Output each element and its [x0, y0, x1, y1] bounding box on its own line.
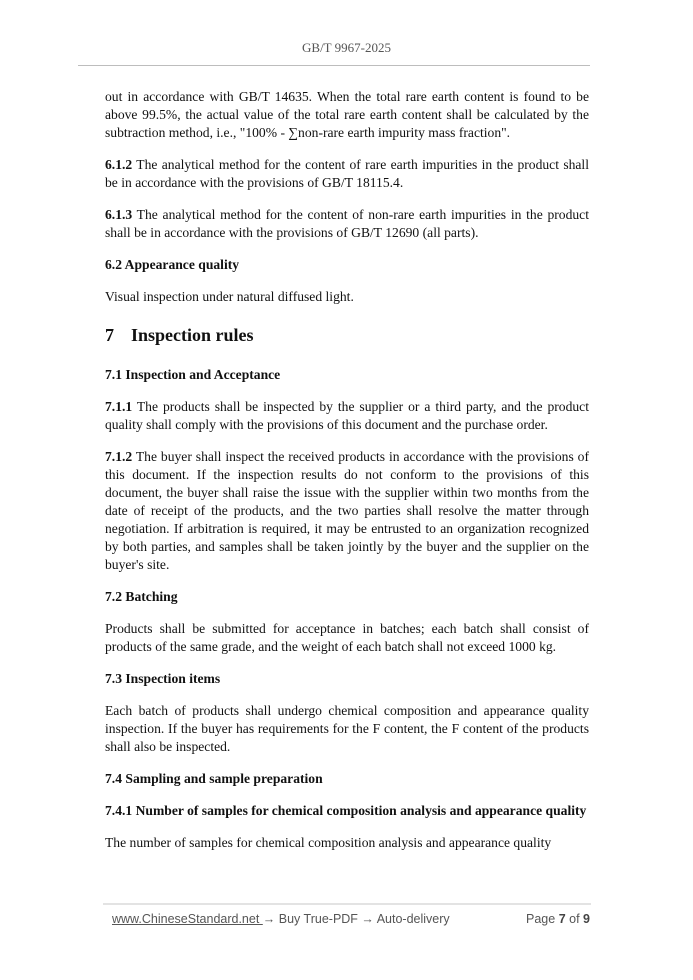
section-number: 7 — [105, 325, 114, 345]
clause-6-1-3 — [105, 206, 589, 242]
paragraph-7-3: Each batch of products shall undergo chemical composition and appearance quality inspection. If the buyer has requirements for the F content, the F content of the products shall also be inspected. — [105, 703, 589, 754]
page-indicator — [526, 912, 590, 926]
paragraph-7-4-1: The number of samples for chemical composition analysis and appearance quality — [105, 835, 552, 850]
heading-6-2: 6.2 Appearance quality — [105, 257, 240, 272]
clause-text: The analytical method for the content of rare earth impurities in the product shall be in accordance with the provisions of GB/T 18115.4. — [105, 157, 589, 190]
document-body — [105, 88, 589, 866]
clause-7-1-1 — [105, 398, 589, 434]
page-current: 7 — [558, 912, 566, 926]
section-title: Inspection rules — [131, 325, 254, 345]
footer-divider — [103, 903, 591, 905]
clause-number: 6.1.2 — [105, 157, 133, 172]
footer-trail: → Buy True-PDF → Auto-delivery — [262, 912, 450, 926]
heading-7-2: 7.2 Batching — [105, 589, 178, 604]
clause-6-1-2 — [105, 156, 589, 192]
clause-text: The analytical method for the content of non-rare earth impurities in the product shall be in accordance with the provisions of GB/T 12690 (all parts). — [105, 207, 589, 240]
heading-7 — [105, 326, 589, 344]
page-total: 9 — [583, 912, 590, 926]
heading-7-4: 7.4 Sampling and sample preparation — [105, 771, 323, 786]
clause-text: The products shall be inspected by the supplier or a third party, and the product quality shall comply with the provisions of this document and the purchase order. — [105, 399, 589, 432]
intro-paragraph: out in accordance with GB/T 14635. When the total rare earth content is found to be above 99.5%, the actual value of the total rare earth content shall be calculated by the subtraction method, i.e., "100% - ∑non-rare earth impurity mass fraction". — [105, 89, 589, 140]
clause-7-1-2 — [105, 448, 589, 574]
website-link[interactable]: www.ChineseStandard.net — [112, 912, 263, 926]
clause-number: 7.1.2 — [105, 449, 133, 464]
paragraph-7-2: Products shall be submitted for acceptance in batches; each batch shall consist of products of the same grade, and the weight of each batch shall not exceed 1000 kg. — [105, 621, 589, 654]
page-label: Page — [526, 912, 556, 926]
clause-text: The buyer shall inspect the received products in accordance with the provisions of this document. If the inspection results do not conform to the provisions of this document, the buyer shall raise the issue with the supplier within two months from the date of receipt of the products, and the two parties shall resolve the matter through negotiation. If arbitration is required, it may be entrusted to an organization recognized by both parties, and samples shall be taken jointly by the buyer and the supplier on the buyer's site. — [105, 449, 589, 572]
page-footer — [112, 912, 590, 926]
clause-number: 7.1.1 — [105, 399, 133, 414]
header-divider — [78, 65, 590, 66]
clause-number: 6.1.3 — [105, 207, 133, 222]
page-of: of — [569, 912, 580, 926]
heading-7-4-1: 7.4.1 Number of samples for chemical composition analysis and appearance quality — [105, 803, 587, 818]
paragraph-6-2: Visual inspection under natural diffused light. — [105, 289, 354, 304]
heading-7-3: 7.3 Inspection items — [105, 671, 221, 686]
document-header: GB/T 9967-2025 — [302, 40, 391, 55]
heading-7-1: 7.1 Inspection and Acceptance — [105, 367, 281, 382]
